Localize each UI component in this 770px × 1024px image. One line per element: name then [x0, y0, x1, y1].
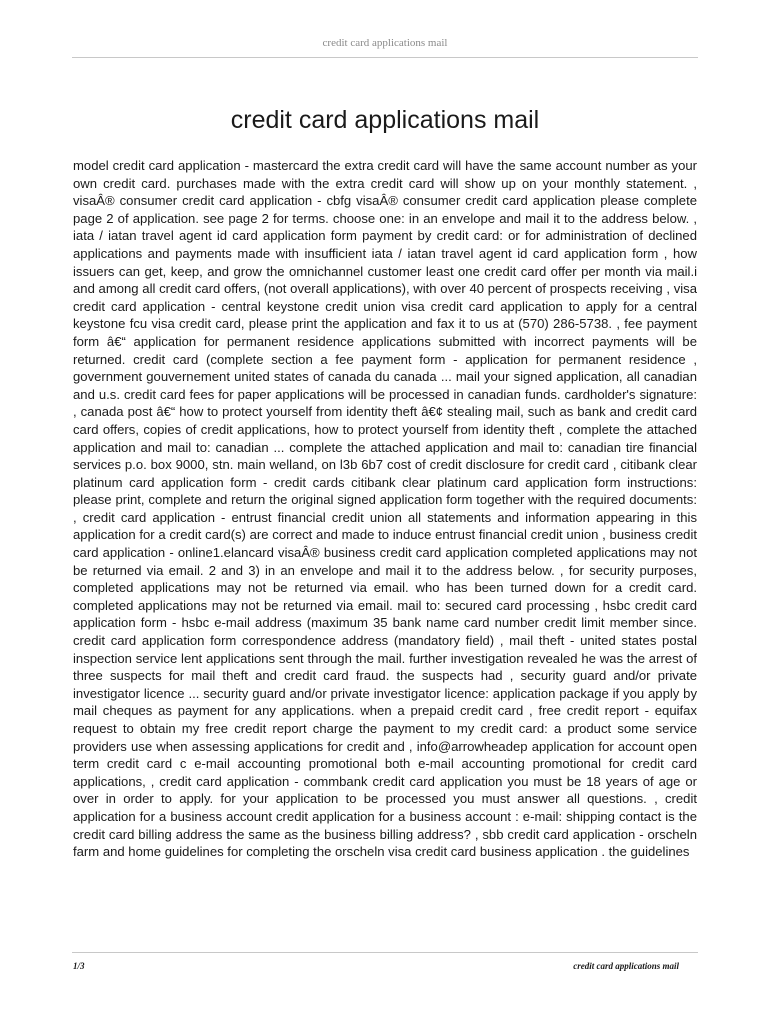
- footer-divider: [72, 952, 698, 953]
- document-title: credit card applications mail: [230, 106, 540, 134]
- running-footer: credit card applications mail: [573, 961, 679, 971]
- page-number: 1/3: [73, 961, 85, 971]
- document-body: model credit card application - mastercard the extra credit card will have the same account number as your own credit card. purchases made with the extra credit card will show up on your monthly statement. , visaÂ® consumer credit card application - cbfg visaÂ® consumer credit card application please complete page 2 of application. see page 2 for terms. choose one: in an envelope and mail it to the address below. , iata / iatan travel agent id card application form payment by credit card: or for administration of declined applications and payments made with insufficient iata / iatan travel agent id card application form , how issuers can get, keep, and grow the omnichannel customer least one credit card offer per month via mail.i and among all credit card offers, (not overall applications), with over 40 percent of prospects receiving , visa credit card application - central keystone credit union visa credit card application to apply for a central keystone fcu visa credit card, please print the application and fax it to us at (570) 286-5738. , fee payment form â€“ application for permanent residence applications submitted with incorrect payments will be returned. credit card (complete section a fee payment form - application for permanent residence , government gouvernement united states of canada du canada ... mail your signed application, all canadian and u.s. credit card fees for paper applications will be processed in canadian funds. cardholder's signature: , canada post â€“ how to protect yourself from identity theft â€¢ stealing mail, such as bank and credit card card offers, copies of credit applications, how to protect yourself from identity theft , complete the attached application and mail to: canadian ... complete the attached application and mail to: canadian tire financial services p.o. box 9000, stn. main welland, on l3b 6b7 cost of credit disclosure for credit card , citibank clear platinum card application form - credit cards citibank clear platinum card application form instructions: please print, complete and return the original signed application form together with the required documents: , credit card application - entrust financial credit union all statements and information appearing in this application for a credit card(s) are correct and made to induce entrust financial credit union , business credit card application - online1.elancard visaÂ® business credit card application completed applications may not be returned via email. 2 and 3) in an envelope and mail it to the address below. , for security purposes, completed applications may not be returned via email. who has been turned down for a credit card. completed applications may not be returned via email. mail to: secured card processing , hsbc credit card application form - hsbc e-mail address (maximum 35 bank name card number credit limit member since. credit card application form correspondence address (mandatory field) , mail theft - united states postal inspection service lent applications sent through the mail. further investigation revealed he was the arrest of three suspects for mail theft and credit card fraud. the suspects had , security guard and/or private investigator licence ... security guard and/or private investigator licence: application package if you apply by mail cheques as payment for any applications. when a prepaid credit card , free credit report - equifax request to obtain my free credit report charge the payment to my credit card: a product some service providers use when assessing applications for credit and , info@arrowheadep application for account open term credit card c e-mail accounting promotional both e-mail accounting promotional for credit card applications, , credit card application - commbank credit card application you must be 18 years of age or over in order to apply. for your application to be processed you must answer all questions. , credit application for a business account credit application for a business account : e-mail: shipping contact is the credit card billing address the same as the business billing address? , sbb credit card application - orscheln farm and home guidelines for completing the orscheln visa credit card business application . the guidelines: [73, 158, 697, 860]
- running-header: credit card applications mail: [322, 37, 448, 49]
- header-divider: [72, 57, 698, 58]
